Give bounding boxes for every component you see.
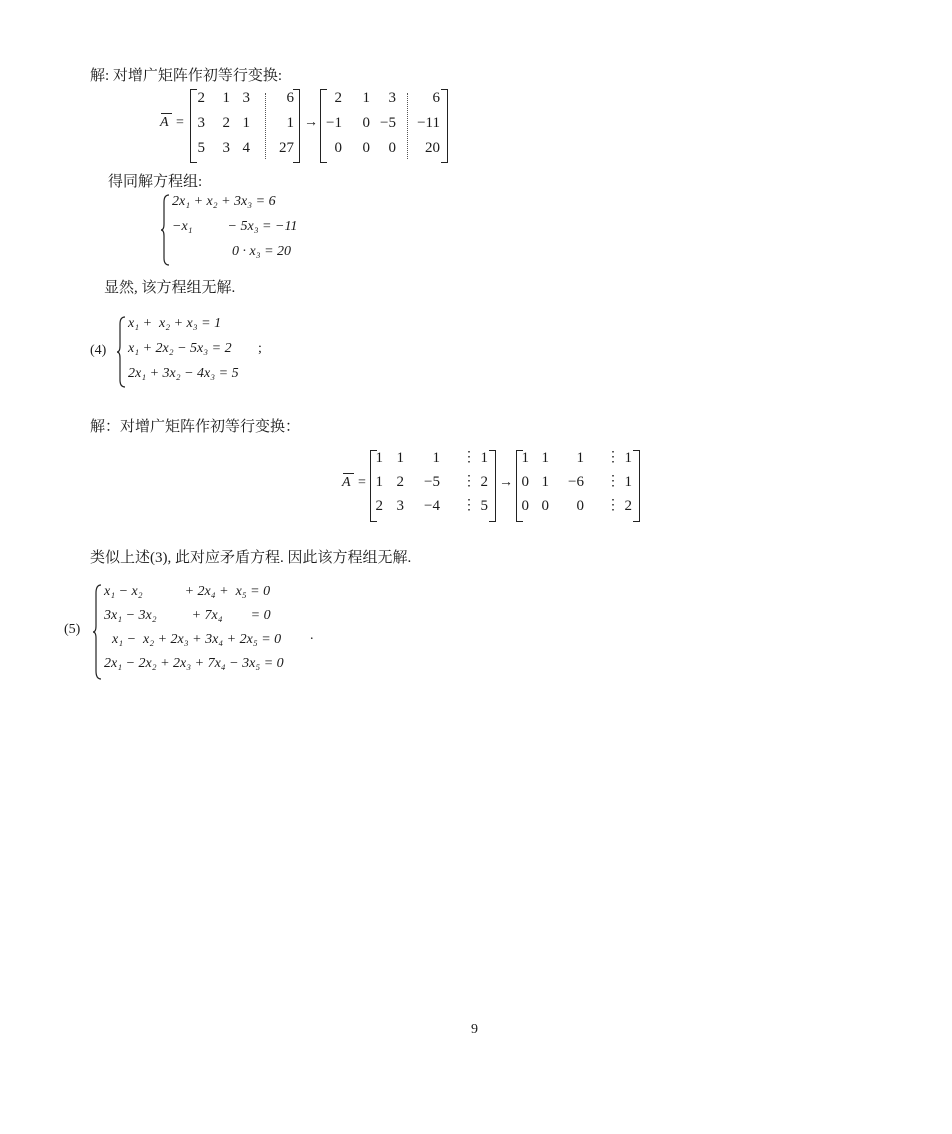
equation-system-3 [160,194,360,266]
matrix-cell: 1 [541,450,549,466]
augment-divider [265,93,266,159]
matrix-cell: 1 [242,115,250,131]
right-bracket [633,450,640,522]
matrix-cell: 2 [375,498,383,514]
augment-dots: ⋮ [606,498,620,513]
left-bracket [190,89,197,163]
matrix-transform-3 [160,89,460,163]
matrix-cell: 1 [521,450,529,466]
matrix-cell: 1 [576,450,584,466]
matrix-cell: 1 [624,450,632,466]
matrix-label: A [342,475,351,490]
equals-sign: = [358,475,366,490]
augment-dots: ⋮ [462,474,476,489]
matrix-cell: 1 [480,450,488,466]
matrix-cell: 0 [521,474,529,490]
equation-row: 0 · x₃ = 20 [232,244,292,259]
conclusion-4: 类似上述(3), 此对应矛盾方程. 因此该方程组无解. [90,550,412,566]
matrix-cell: 6 [432,90,440,106]
matrix-cell: 1 [541,474,549,490]
matrix-cell: 4 [242,140,250,156]
matrix-cell: 1 [362,90,370,106]
matrix-cell: −5 [380,115,396,131]
matrix-cell: 0 [362,115,370,131]
problem-label: (5) [64,622,81,637]
matrix-transform-4 [342,450,642,522]
matrix-cell: 0 [521,498,529,514]
matrix-cell: −11 [417,115,440,131]
solution-intro-4: 解：对增广矩阵作初等行变换： [90,419,301,435]
augment-dots: ⋮ [606,474,620,489]
matrix-cell: −5 [424,474,440,490]
augmented-matrix-right [516,450,640,522]
equation-row: x₁ + x₂ + x₃ = 1 [128,316,222,331]
right-bracket [441,89,448,163]
matrix-cell: 5 [197,140,205,156]
augmented-matrix-left [370,450,496,522]
matrix-cell: 2 [624,498,632,514]
matrix-cell: 1 [432,450,440,466]
matrix-cell: 3 [242,90,250,106]
right-bracket [293,89,300,163]
matrix-cell: 0 [576,498,584,514]
matrix-cell: 5 [480,498,488,514]
matrix-cell: 6 [286,90,294,106]
equation-row: 2x₁ + 3x₂ − 4x₃ = 5 [128,366,239,381]
augment-divider [407,93,408,159]
augment-dots: ⋮ [606,450,620,465]
matrix-cell: 0 [362,140,370,156]
matrix-label: A [160,115,169,130]
matrix-cell: 3 [396,498,404,514]
equals-sign: = [176,115,184,130]
matrix-cell: 1 [286,115,294,131]
matrix-cell: 1 [222,90,230,106]
arrow: → [304,115,318,130]
left-brace [92,584,102,680]
equation-row: x₁ − x₂ + 2x₃ + 3x₄ + 2x₅ = 0 [112,632,282,647]
equation-row: 2x₁ + x₂ + 3x₃ = 6 [172,194,276,209]
matrix-cell: 3 [222,140,230,156]
matrix-cell: 1 [624,474,632,490]
problem-4 [90,316,390,388]
matrix-cell: 27 [279,140,294,156]
matrix-cell: −4 [424,498,440,514]
matrix-bar [161,113,172,114]
matrix-cell: 20 [425,140,440,156]
augment-dots: ⋮ [462,498,476,513]
arrow: → [499,475,513,490]
page-number: 9 [471,1022,478,1037]
right-bracket [489,450,496,522]
matrix-cell: 0 [388,140,396,156]
punctuation: ; [258,341,262,356]
matrix-cell: −1 [326,115,342,131]
matrix-cell: 1 [396,450,404,466]
equation-row: x₁ − x₂ + 2x₄ + x₅ = 0 [104,584,271,599]
augment-dots: ⋮ [462,450,476,465]
matrix-cell: 0 [334,140,342,156]
problem-5 [64,584,364,680]
matrix-cell: 1 [375,474,383,490]
equation-row: 2x₁ − 2x₂ + 2x₃ + 7x₄ − 3x₅ = 0 [104,656,284,671]
matrix-cell: 3 [197,115,205,131]
matrix-cell: 3 [388,90,396,106]
augmented-matrix-right [320,89,448,163]
conclusion-3: 显然, 该方程组无解. [104,280,236,296]
matrix-cell: 2 [480,474,488,490]
system-intro-3: 得同解方程组: [108,174,203,190]
augmented-matrix-left [190,89,300,163]
matrix-cell: 1 [375,450,383,466]
equation-row: x₁ + 2x₂ − 5x₃ = 2 [128,341,232,356]
equation-row: −x₁ − 5x₃ = −11 [172,219,298,234]
equation-row: 3x₁ − 3x₂ + 7x₄ = 0 [104,608,271,623]
matrix-cell: 2 [334,90,342,106]
matrix-bar [343,473,354,474]
solution-intro-3: 解: 对增广矩阵作初等行变换: [90,68,283,84]
matrix-cell: 2 [222,115,230,131]
problem-label: (4) [90,343,107,358]
left-brace [116,316,126,388]
left-brace [160,194,170,266]
matrix-cell: 2 [197,90,205,106]
matrix-cell: −6 [568,474,584,490]
punctuation: . [310,628,314,643]
matrix-cell: 0 [541,498,549,514]
matrix-cell: 2 [396,474,404,490]
